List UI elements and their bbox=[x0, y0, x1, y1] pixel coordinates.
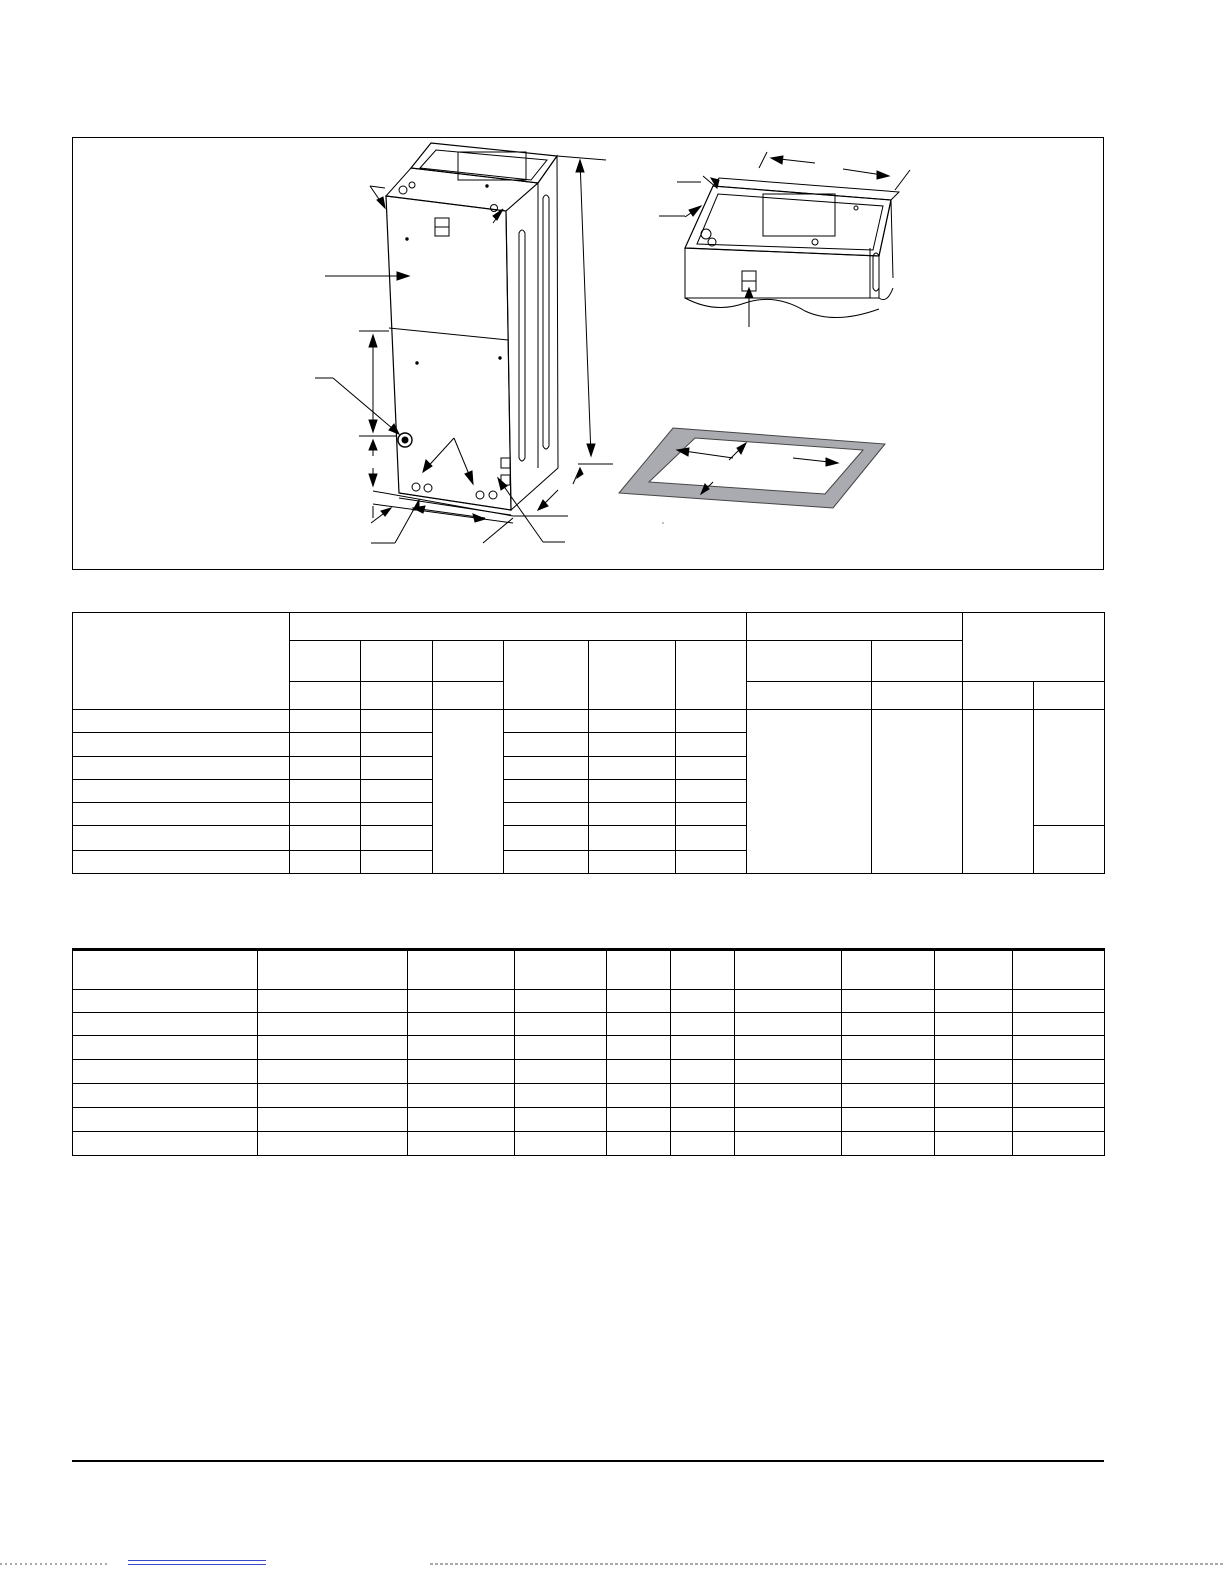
table-cell bbox=[963, 710, 1034, 874]
table-cell bbox=[607, 1084, 671, 1108]
table-row bbox=[73, 1084, 1105, 1108]
top-flange-detail bbox=[685, 178, 899, 318]
bottom-strip bbox=[0, 1558, 1225, 1570]
table-header-cell bbox=[515, 950, 607, 990]
footer-rule bbox=[72, 1460, 1104, 1462]
table-cell bbox=[676, 733, 747, 756]
unit-dimension-drawing bbox=[73, 138, 1105, 571]
table-cell bbox=[735, 990, 842, 1013]
table-header-cell bbox=[290, 681, 361, 709]
table-cell bbox=[607, 1013, 671, 1036]
table-cell bbox=[671, 1060, 735, 1084]
table-row bbox=[73, 710, 1105, 733]
table-cell bbox=[747, 710, 872, 874]
table-cell bbox=[73, 710, 290, 733]
table-cell bbox=[842, 1108, 935, 1132]
table-cell bbox=[935, 1013, 1013, 1036]
table-cell bbox=[935, 1132, 1013, 1156]
table-cell bbox=[671, 1084, 735, 1108]
air-handler-cabinet bbox=[386, 143, 558, 515]
table-cell bbox=[258, 990, 408, 1013]
table-cell bbox=[589, 779, 676, 802]
table-cell bbox=[515, 1108, 607, 1132]
table-cell bbox=[504, 803, 589, 826]
table-cell bbox=[671, 1132, 735, 1156]
table-cell bbox=[842, 1036, 935, 1060]
table-header-cell bbox=[607, 950, 671, 990]
table-cell bbox=[1013, 1036, 1105, 1060]
table-cell bbox=[361, 733, 433, 756]
table-cell bbox=[73, 1132, 258, 1156]
table-cell bbox=[361, 710, 433, 733]
table-cell bbox=[73, 1108, 258, 1132]
table-row bbox=[73, 1060, 1105, 1084]
base-gasket bbox=[619, 428, 885, 524]
table-cell bbox=[1013, 1084, 1105, 1108]
table-cell bbox=[504, 756, 589, 779]
table-cell bbox=[1013, 990, 1105, 1013]
table-cell bbox=[73, 1060, 258, 1084]
table-cell bbox=[73, 1036, 258, 1060]
table-cell bbox=[676, 850, 747, 873]
table-header-cell bbox=[408, 950, 515, 990]
link-underline[interactable] bbox=[128, 1560, 266, 1561]
table-cell bbox=[258, 1108, 408, 1132]
table-cell bbox=[73, 779, 290, 802]
table-cell bbox=[408, 1084, 515, 1108]
table-row bbox=[73, 1108, 1105, 1132]
table-header-cell bbox=[872, 681, 963, 709]
table-cell bbox=[408, 1132, 515, 1156]
table-cell bbox=[290, 710, 361, 733]
table-cell bbox=[515, 990, 607, 1013]
table-cell bbox=[607, 1036, 671, 1060]
table-cell bbox=[671, 1108, 735, 1132]
table-cell bbox=[361, 826, 433, 850]
table-cell bbox=[258, 1013, 408, 1036]
table-cell bbox=[676, 710, 747, 733]
link-underline[interactable] bbox=[128, 1564, 266, 1565]
table-cell bbox=[735, 1013, 842, 1036]
table-cell bbox=[842, 1084, 935, 1108]
table-cell bbox=[1013, 1060, 1105, 1084]
table-cell bbox=[735, 1084, 842, 1108]
table-header-cell bbox=[258, 950, 408, 990]
table-cell bbox=[1034, 710, 1105, 826]
table-cell bbox=[676, 756, 747, 779]
table-cell bbox=[676, 779, 747, 802]
table-cell bbox=[73, 990, 258, 1013]
table-cell bbox=[361, 779, 433, 802]
table-cell bbox=[589, 850, 676, 873]
table-cell bbox=[842, 1013, 935, 1036]
table-header-row bbox=[73, 950, 1105, 990]
table-cell bbox=[676, 803, 747, 826]
table-header-cell bbox=[735, 950, 842, 990]
table-cell bbox=[607, 1132, 671, 1156]
table-cell bbox=[290, 756, 361, 779]
table-header-cell bbox=[433, 681, 504, 709]
table-header-cell bbox=[842, 950, 935, 990]
table-cell bbox=[735, 1036, 842, 1060]
table-header-cell bbox=[671, 950, 735, 990]
table-cell bbox=[515, 1060, 607, 1084]
table-cell bbox=[361, 803, 433, 826]
table-header-cell bbox=[676, 641, 747, 710]
table-cell bbox=[73, 850, 290, 873]
table-header-cell bbox=[963, 681, 1034, 709]
table-header-cell bbox=[73, 613, 290, 710]
table-cell bbox=[504, 850, 589, 873]
table-header-cell bbox=[747, 641, 872, 681]
table-cell bbox=[935, 1036, 1013, 1060]
table-header-cell bbox=[872, 641, 963, 681]
table-header-cell bbox=[290, 613, 747, 641]
table-cell bbox=[290, 779, 361, 802]
table-cell bbox=[433, 710, 504, 874]
table-header-cell bbox=[963, 613, 1105, 682]
table-cell bbox=[1034, 826, 1105, 874]
table-cell bbox=[73, 733, 290, 756]
table-cell bbox=[408, 1060, 515, 1084]
table-cell bbox=[935, 1060, 1013, 1084]
table-cell bbox=[515, 1132, 607, 1156]
table-cell bbox=[607, 990, 671, 1013]
table-cell bbox=[935, 990, 1013, 1013]
table-cell bbox=[73, 803, 290, 826]
table-cell bbox=[1013, 1013, 1105, 1036]
table-cell bbox=[504, 710, 589, 733]
table-cell bbox=[1013, 1108, 1105, 1132]
table-header-row bbox=[73, 613, 1105, 641]
table-cell bbox=[935, 1084, 1013, 1108]
table-header-cell bbox=[747, 681, 872, 709]
table-header-cell bbox=[361, 681, 433, 709]
table-row bbox=[73, 990, 1105, 1013]
table-cell bbox=[935, 1108, 1013, 1132]
specifications-table bbox=[72, 948, 1105, 1156]
table-row bbox=[73, 1132, 1105, 1156]
table-header-cell bbox=[935, 950, 1013, 990]
table-cell bbox=[735, 1108, 842, 1132]
table-cell bbox=[872, 710, 963, 874]
table-cell bbox=[290, 803, 361, 826]
table-header-cell bbox=[504, 641, 589, 710]
table-cell bbox=[589, 756, 676, 779]
table-cell bbox=[361, 850, 433, 873]
table-cell bbox=[842, 1132, 935, 1156]
table-cell bbox=[408, 1013, 515, 1036]
table-cell bbox=[258, 1132, 408, 1156]
table-row bbox=[73, 1036, 1105, 1060]
table-cell bbox=[290, 733, 361, 756]
table-header-cell bbox=[1034, 681, 1105, 709]
table-cell bbox=[671, 990, 735, 1013]
table-cell bbox=[504, 733, 589, 756]
table-cell bbox=[361, 756, 433, 779]
table-cell bbox=[504, 826, 589, 850]
table-cell bbox=[735, 1132, 842, 1156]
flange-dimension-lines bbox=[659, 152, 910, 327]
table-row bbox=[73, 1013, 1105, 1036]
cabinet-dimension-lines bbox=[315, 156, 613, 543]
table-cell bbox=[671, 1013, 735, 1036]
table-cell bbox=[504, 779, 589, 802]
table-cell bbox=[290, 850, 361, 873]
table-cell bbox=[842, 990, 935, 1013]
table-cell bbox=[515, 1084, 607, 1108]
table-header-cell bbox=[1013, 950, 1105, 990]
table-cell bbox=[589, 710, 676, 733]
table-cell bbox=[676, 826, 747, 850]
table-cell bbox=[589, 733, 676, 756]
table-cell bbox=[589, 826, 676, 850]
table-header-cell bbox=[747, 613, 963, 641]
table-header-cell bbox=[361, 641, 433, 681]
table-cell bbox=[1013, 1132, 1105, 1156]
table-cell bbox=[515, 1036, 607, 1060]
table-cell bbox=[842, 1060, 935, 1084]
table-cell bbox=[258, 1060, 408, 1084]
table-cell bbox=[408, 1036, 515, 1060]
table-cell bbox=[73, 756, 290, 779]
table-cell bbox=[408, 990, 515, 1013]
table-cell bbox=[258, 1084, 408, 1108]
table-cell bbox=[735, 1060, 842, 1084]
table-cell bbox=[73, 1084, 258, 1108]
table-cell bbox=[607, 1108, 671, 1132]
table-cell bbox=[258, 1036, 408, 1060]
table-header-cell bbox=[433, 641, 504, 681]
table-header-cell bbox=[73, 950, 258, 990]
table-cell bbox=[607, 1060, 671, 1084]
table-header-cell bbox=[589, 641, 676, 710]
dimension-drawing-frame bbox=[72, 137, 1104, 570]
table-cell bbox=[589, 803, 676, 826]
table-cell bbox=[73, 1013, 258, 1036]
table-header-cell bbox=[290, 641, 361, 681]
table-cell bbox=[671, 1036, 735, 1060]
table-cell bbox=[290, 826, 361, 850]
table-cell bbox=[73, 826, 290, 850]
table-cell bbox=[515, 1013, 607, 1036]
dimensions-table bbox=[72, 612, 1105, 874]
table-cell bbox=[408, 1108, 515, 1132]
